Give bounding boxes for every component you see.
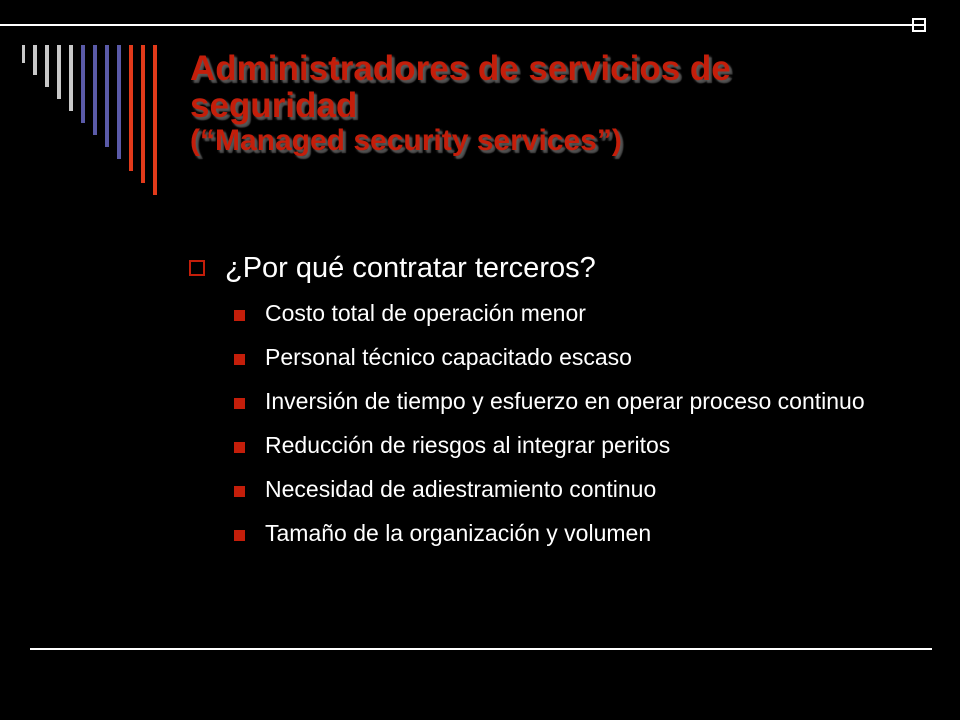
hollow-square-bullet-icon [189, 260, 205, 276]
slide-title [190, 50, 910, 158]
list-item [185, 474, 905, 504]
stripe-8 [105, 45, 109, 147]
stripe-10 [129, 45, 133, 171]
list-item-text: Reducción de riesgos al integrar peritos [265, 432, 671, 458]
title-line-2: seguridad [190, 86, 358, 125]
stripe-1 [22, 45, 25, 63]
square-bullet-icon [234, 310, 245, 321]
square-bullet-icon [234, 354, 245, 365]
bottom-divider [30, 648, 932, 650]
list-item [185, 342, 905, 372]
stripe-6 [81, 45, 85, 123]
stripe-2 [33, 45, 37, 75]
main-bullet [185, 248, 905, 292]
title-line-1: Administradores de servicios de [190, 49, 731, 88]
list-item [185, 430, 905, 460]
list-item-text: Necesidad de adiestramiento continuo [265, 476, 657, 502]
list-item-text: Inversión de tiempo y esfuerzo en operar proceso continuo [265, 388, 865, 414]
stripe-12 [153, 45, 157, 195]
square-bullet-icon [234, 486, 245, 497]
stripe-5 [69, 45, 73, 111]
list-item [185, 518, 905, 548]
square-bullet-icon [234, 442, 245, 453]
list-item-text: Personal técnico capacitado escaso [265, 344, 632, 370]
corner-square-icon [912, 18, 926, 32]
sub-bullet-list [185, 298, 905, 548]
square-bullet-icon [234, 398, 245, 409]
slide-body [185, 248, 905, 564]
stripe-7 [93, 45, 97, 135]
stripe-3 [45, 45, 49, 87]
stripe-9 [117, 45, 121, 159]
list-item [185, 298, 905, 328]
square-bullet-icon [234, 530, 245, 541]
stripe-4 [57, 45, 61, 99]
decorative-stripes [0, 0, 160, 200]
list-item-text: Costo total de operación menor [265, 300, 586, 326]
main-bullet-text: ¿Por qué contratar terceros? [225, 252, 596, 284]
top-divider [0, 24, 925, 26]
title-subtitle: (“Managed security services”) [190, 124, 622, 157]
stripe-11 [141, 45, 145, 183]
list-item [185, 386, 905, 416]
list-item-text: Tamaño de la organización y volumen [265, 520, 652, 546]
